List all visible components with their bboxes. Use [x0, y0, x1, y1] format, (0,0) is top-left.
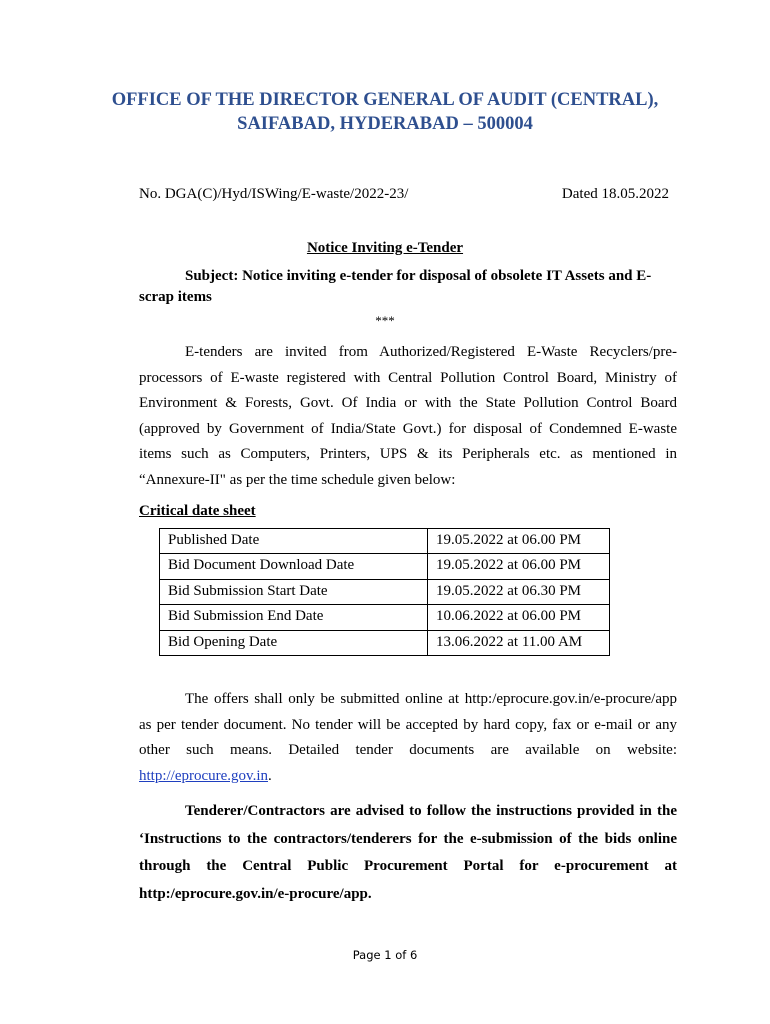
- date-value: 13.06.2022 at 11.00 AM: [428, 630, 610, 655]
- invitation-paragraph: [139, 340, 677, 494]
- date-label: Bid Document Download Date: [160, 554, 428, 579]
- notice-title: Notice Inviting e-Tender: [306, 240, 464, 256]
- table-row: [160, 529, 610, 554]
- submission-paragraph: [139, 687, 677, 789]
- critical-date-table: [159, 528, 610, 656]
- date-label: Published Date: [160, 529, 428, 554]
- office-header-line2: SAIFABAD, HYDERABAD – 500004: [237, 114, 533, 134]
- separator: ***: [375, 313, 395, 328]
- date-value: 19.05.2022 at 06.00 PM: [428, 554, 610, 579]
- date-label: Bid Submission End Date: [160, 605, 428, 630]
- page-number: Page 1 of 6: [352, 948, 418, 962]
- subject-paragraph: [139, 266, 670, 308]
- reference-date: Dated 18.05.2022: [561, 186, 669, 202]
- table-row: [160, 554, 610, 579]
- submission-text: [139, 687, 677, 789]
- critical-date-sheet-title: Critical date sheet: [139, 503, 256, 519]
- office-header: [0, 88, 770, 136]
- subject-text: Subject: Notice inviting e-tender for disposal of obsolete IT Assets and E-scrap items: [139, 268, 652, 305]
- office-header-line1: OFFICE OF THE DIRECTOR GENERAL OF AUDIT (CENTRAL),: [111, 90, 659, 110]
- table-row: [160, 605, 610, 630]
- table-row: [160, 579, 610, 604]
- instructions-paragraph: [139, 798, 677, 908]
- reference-number: No. DGA(C)/Hyd/ISWing/E-waste/2022-23/: [139, 186, 409, 202]
- eprocure-link[interactable]: http://eprocure.gov.in: [139, 767, 268, 784]
- date-value: 19.05.2022 at 06.30 PM: [428, 579, 610, 604]
- submission-body: The offers shall only be submitted online at http:/eprocure.gov.in/e-procure/app as per tender document. No tender will be accepted by hard copy, fax or e-mail or any other such means. Detailed tender documents are available on website:: [139, 691, 677, 758]
- table-row: [160, 630, 610, 655]
- submission-suffix: .: [268, 767, 272, 784]
- instructions-text: Tenderer/Contractors are advised to follow the instructions provided in the ‘Instructions to the contractors/tenderers for the e-submission of the bids online through the Central Public Procurement Portal for e-procurement at http:/eprocure.gov.in/e-procure/app.: [139, 803, 677, 902]
- date-label: Bid Opening Date: [160, 630, 428, 655]
- invitation-text: E-tenders are invited from Authorized/Registered E-Waste Recyclers/pre-processors of E-waste registered with Central Pollution Control Board, Ministry of Environment & Forests, Govt. Of India or with the State Pollution Control Board (approved by Government of India/State Govt.) for disposal of Condemned E-waste items such as Computers, Printers, UPS & its Peripherals etc. as mentioned in “Annexure-II" as per the time schedule given below:: [139, 344, 677, 488]
- date-value: 10.06.2022 at 06.00 PM: [428, 605, 610, 630]
- date-label: Bid Submission Start Date: [160, 579, 428, 604]
- date-value: 19.05.2022 at 06.00 PM: [428, 529, 610, 554]
